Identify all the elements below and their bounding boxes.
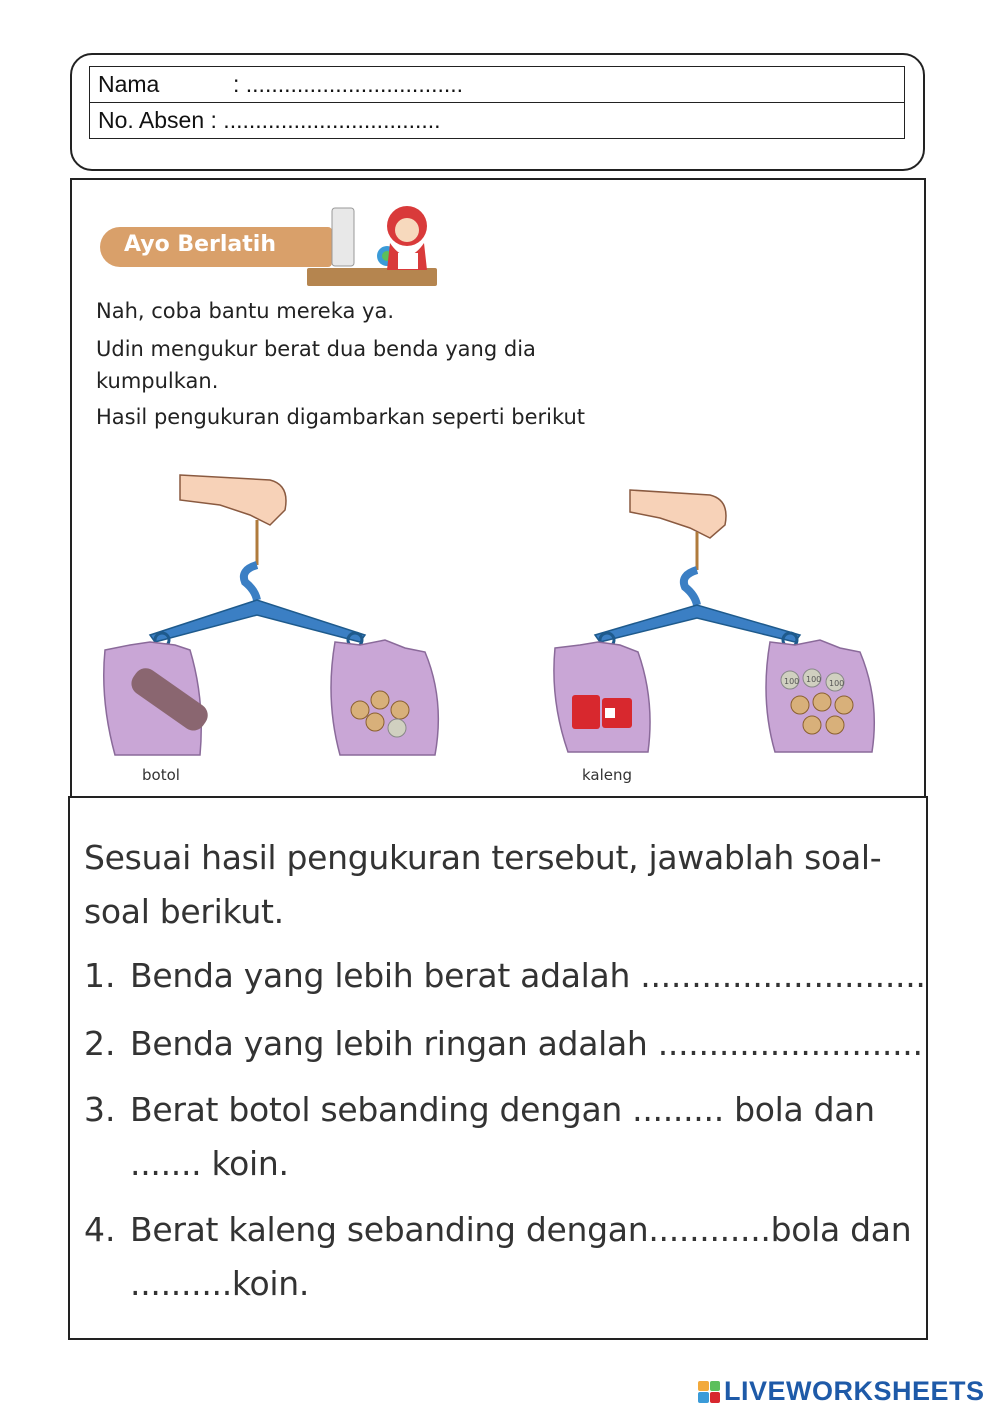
intro-line-4: Hasil pengukuran digambarkan seperti berikut [96, 405, 586, 429]
badge-label: Ayo Berlatih [124, 232, 277, 257]
caption-kaleng: kaleng [582, 766, 633, 784]
question-4-number: 4. [84, 1210, 116, 1249]
instruction-line-1: Sesuai hasil pengukuran tersebut, jawablah soal- [84, 838, 882, 877]
absen-field[interactable]: : .................................. [210, 107, 441, 133]
question-1-number: 1. [84, 956, 116, 995]
student-info-table [89, 66, 905, 139]
coin-label-3: 100 [829, 679, 845, 688]
question-4-continuation[interactable]: ..........koin. [130, 1264, 310, 1303]
logo-mark-icon [698, 1381, 720, 1403]
question-2-text[interactable]: Benda yang lebih ringan adalah .......................... [130, 1024, 923, 1063]
intro-line-2: Udin mengukur berat dua benda yang dia [96, 337, 536, 361]
question-3-text[interactable]: Berat botol sebanding dengan ......... bola dan [130, 1090, 875, 1129]
question-4-text[interactable]: Berat kaleng sebanding dengan............bola dan [130, 1210, 912, 1249]
intro-line-1: Nah, coba bantu mereka ya. [96, 299, 395, 323]
exercise-illustration-box [70, 178, 926, 798]
question-3-number: 3. [84, 1090, 116, 1129]
caption-botol: botol [142, 766, 180, 784]
question-2-number: 2. [84, 1024, 116, 1063]
question-3-continuation[interactable]: ....... koin. [130, 1144, 289, 1183]
questions-box [68, 796, 928, 1340]
intro-line-3: kumpulkan. [96, 369, 219, 393]
absen-label: No. Absen [98, 107, 205, 133]
nama-row[interactable] [90, 67, 905, 103]
nama-field[interactable]: : .................................. [233, 71, 464, 97]
question-1-text[interactable]: Benda yang lebih berat adalah ............................ [130, 956, 926, 995]
instruction-line-2: soal berikut. [84, 892, 284, 931]
can-balance-illustration [550, 480, 890, 770]
absen-row[interactable] [90, 103, 905, 139]
ayo-berlatih-badge [100, 227, 332, 267]
bottle-balance-illustration [100, 470, 460, 770]
coin-label-2: 100 [806, 675, 822, 684]
logo-text: LIVEWORKSHEETS [724, 1376, 985, 1406]
coin-label-1: 100 [784, 677, 800, 686]
liveworksheets-logo[interactable] [698, 1376, 985, 1407]
girl-studying-illustration [302, 198, 442, 293]
nama-label: Nama [98, 71, 160, 97]
